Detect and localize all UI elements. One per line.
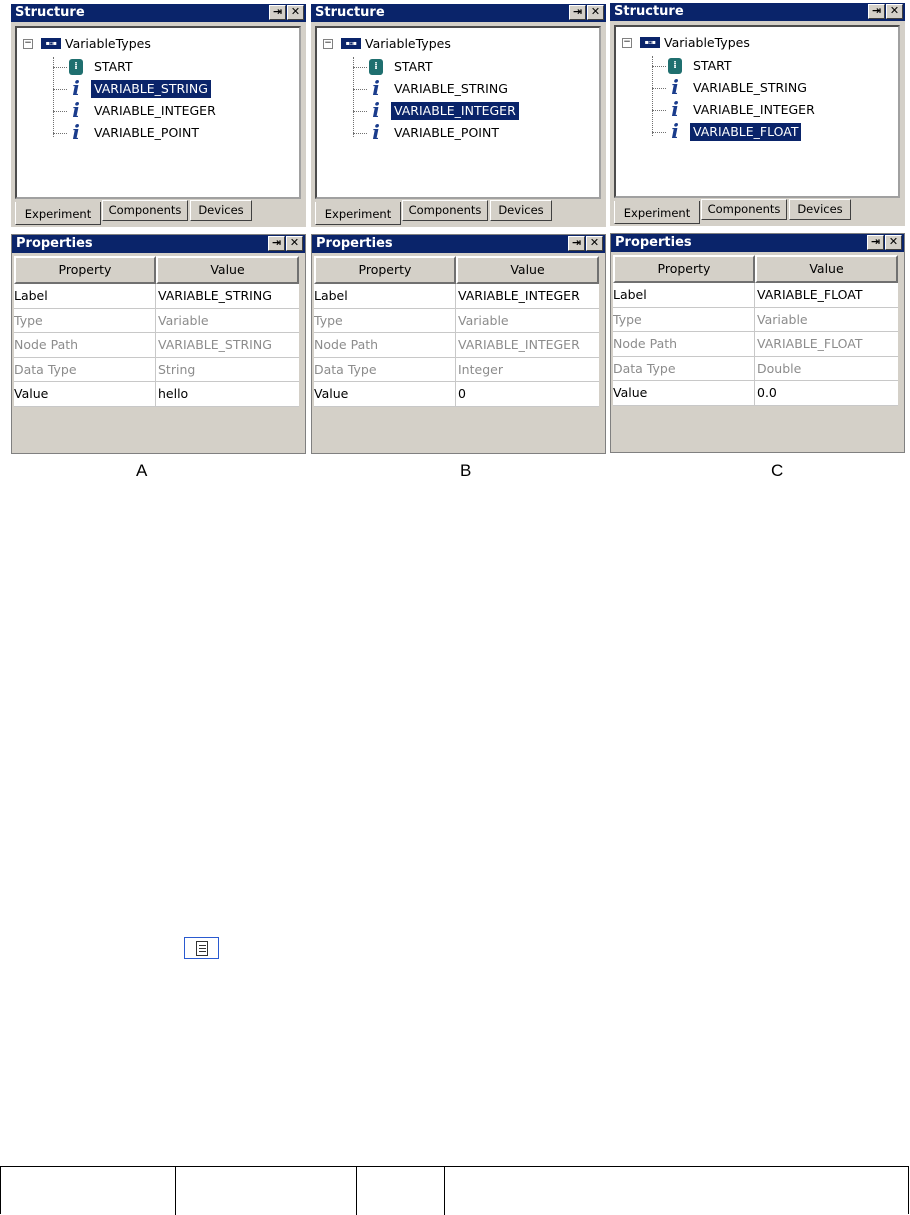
property-value[interactable]: VARIABLE_INTEGER bbox=[458, 288, 580, 303]
root-node-icon: ▪▫▪ bbox=[41, 38, 61, 49]
properties-grid bbox=[14, 256, 299, 407]
property-row bbox=[14, 309, 299, 334]
caption-b: B bbox=[460, 461, 472, 480]
start-icon: ⁞ bbox=[69, 59, 83, 75]
tree-root-label: VariableTypes bbox=[365, 36, 451, 51]
pin-icon[interactable]: ⇥ bbox=[568, 236, 585, 251]
tab-components[interactable]: Components bbox=[402, 200, 488, 221]
close-icon[interactable]: ✕ bbox=[886, 4, 903, 19]
pin-icon[interactable]: ⇥ bbox=[868, 4, 885, 19]
structure-title: Structure bbox=[614, 4, 684, 19]
tab-components[interactable]: Components bbox=[701, 199, 787, 220]
tree-connector bbox=[353, 57, 354, 137]
property-key: Label bbox=[613, 283, 755, 307]
pin-icon[interactable]: ⇥ bbox=[268, 236, 285, 251]
close-icon[interactable]: ✕ bbox=[586, 236, 603, 251]
property-key: Type bbox=[14, 309, 156, 333]
collapse-icon[interactable]: − bbox=[324, 38, 332, 48]
column-header-value[interactable]: Value bbox=[755, 255, 898, 283]
property-key: Type bbox=[314, 309, 456, 333]
property-value[interactable]: VARIABLE_STRING bbox=[158, 288, 272, 303]
bottom-table bbox=[0, 1166, 909, 1214]
column-header-property[interactable]: Property bbox=[613, 255, 755, 283]
structure-tree bbox=[315, 26, 601, 199]
properties-grid bbox=[314, 256, 599, 407]
close-icon[interactable]: ✕ bbox=[286, 236, 303, 251]
screenshot-b bbox=[311, 0, 606, 454]
property-value[interactable]: VARIABLE_FLOAT bbox=[757, 287, 863, 302]
tab-experiment[interactable]: Experiment bbox=[614, 201, 700, 224]
property-row bbox=[613, 332, 898, 357]
column-header-property[interactable]: Property bbox=[14, 256, 156, 284]
structure-title: Structure bbox=[315, 5, 385, 20]
structure-panel bbox=[11, 4, 306, 227]
structure-tree bbox=[15, 26, 301, 199]
properties-grid bbox=[613, 255, 898, 406]
property-key: Node Path bbox=[14, 333, 156, 357]
property-key: Data Type bbox=[613, 357, 755, 381]
variable-icon: i bbox=[72, 76, 80, 100]
property-row[interactable] bbox=[613, 283, 898, 308]
property-key: Value bbox=[613, 381, 755, 405]
table-column-divider bbox=[356, 1167, 357, 1215]
close-icon[interactable]: ✕ bbox=[287, 5, 304, 20]
tree-item-label: VARIABLE_INTEGER bbox=[693, 102, 815, 117]
tree-item-label-selected: VARIABLE_FLOAT bbox=[690, 123, 801, 141]
property-row bbox=[314, 309, 599, 334]
property-row[interactable] bbox=[14, 382, 299, 407]
property-key: Data Type bbox=[314, 358, 456, 382]
properties-titlebar bbox=[312, 235, 605, 253]
property-value: VARIABLE_INTEGER bbox=[458, 337, 580, 353]
tree-item-label: START bbox=[394, 59, 433, 74]
structure-title: Structure bbox=[15, 5, 85, 20]
variable-icon: i bbox=[72, 120, 80, 144]
structure-titlebar bbox=[311, 4, 606, 22]
property-row bbox=[314, 358, 599, 383]
property-key: Value bbox=[314, 382, 456, 406]
properties-panel bbox=[311, 234, 606, 454]
grid-header bbox=[613, 255, 898, 283]
structure-titlebar bbox=[11, 4, 306, 22]
tree-item-label: VARIABLE_POINT bbox=[94, 125, 199, 140]
tree-item-label-selected: VARIABLE_INTEGER bbox=[391, 102, 519, 120]
collapse-icon[interactable]: − bbox=[623, 37, 631, 47]
tab-experiment[interactable]: Experiment bbox=[15, 202, 101, 225]
tab-devices[interactable]: Devices bbox=[190, 200, 252, 221]
property-value[interactable]: hello bbox=[158, 386, 189, 402]
variable-icon: i bbox=[671, 75, 679, 99]
tree-connector bbox=[652, 56, 653, 136]
column-header-value[interactable]: Value bbox=[456, 256, 599, 284]
tree-root-label: VariableTypes bbox=[65, 36, 151, 51]
property-value[interactable]: 0 bbox=[458, 386, 466, 402]
property-row[interactable] bbox=[613, 381, 898, 406]
table-column-divider bbox=[444, 1167, 445, 1215]
property-key: Label bbox=[314, 284, 456, 308]
table-column-divider bbox=[175, 1167, 176, 1215]
property-value: Variable bbox=[158, 312, 209, 328]
variable-icon: i bbox=[372, 76, 380, 100]
property-key: Node Path bbox=[314, 333, 456, 357]
caption-c: C bbox=[771, 461, 784, 480]
variable-icon: i bbox=[671, 97, 679, 121]
close-icon[interactable]: ✕ bbox=[885, 235, 902, 250]
tab-devices[interactable]: Devices bbox=[789, 199, 851, 220]
property-value: Integer bbox=[458, 361, 503, 377]
tree-item-label: VARIABLE_POINT bbox=[394, 125, 499, 140]
tab-components[interactable]: Components bbox=[102, 200, 188, 221]
property-row[interactable] bbox=[314, 284, 599, 309]
properties-titlebar bbox=[12, 235, 305, 253]
column-header-property[interactable]: Property bbox=[314, 256, 456, 284]
grid-header bbox=[314, 256, 599, 284]
tree-item-label-selected: VARIABLE_STRING bbox=[91, 80, 211, 98]
tree-root-label: VariableTypes bbox=[664, 35, 750, 50]
property-row[interactable] bbox=[314, 382, 599, 407]
property-value: VARIABLE_STRING bbox=[158, 337, 272, 353]
property-row bbox=[14, 358, 299, 383]
property-row bbox=[314, 333, 599, 358]
variable-icon: i bbox=[72, 98, 80, 122]
tree-item-label: VARIABLE_STRING bbox=[394, 81, 508, 96]
caption-a: A bbox=[136, 461, 148, 480]
property-key: Node Path bbox=[613, 332, 755, 356]
start-icon: ⁞ bbox=[668, 58, 682, 74]
pin-icon[interactable]: ⇥ bbox=[569, 5, 586, 20]
property-value: Variable bbox=[757, 311, 808, 327]
variable-icon: i bbox=[671, 119, 679, 143]
screenshot-c bbox=[610, 0, 905, 454]
properties-title: Properties bbox=[16, 236, 93, 251]
tree-item-label: START bbox=[693, 58, 732, 73]
property-key: Data Type bbox=[14, 358, 156, 382]
screenshot-a bbox=[11, 0, 306, 454]
property-value: Variable bbox=[458, 312, 509, 328]
property-row bbox=[613, 357, 898, 382]
structure-titlebar bbox=[610, 3, 905, 21]
root-node-icon: ▪▫▪ bbox=[640, 37, 660, 48]
property-value[interactable]: 0.0 bbox=[757, 385, 777, 401]
variable-icon: i bbox=[372, 120, 380, 144]
structure-panel bbox=[311, 4, 606, 227]
tab-experiment[interactable]: Experiment bbox=[315, 202, 401, 225]
column-header-value[interactable]: Value bbox=[156, 256, 299, 284]
properties-title: Properties bbox=[316, 236, 393, 251]
property-row bbox=[14, 333, 299, 358]
tree-item-label: VARIABLE_STRING bbox=[693, 80, 807, 95]
properties-titlebar bbox=[611, 234, 904, 252]
structure-panel bbox=[610, 3, 905, 226]
variable-icon: i bbox=[372, 98, 380, 122]
property-key: Value bbox=[14, 382, 156, 406]
grid-header bbox=[14, 256, 299, 284]
note-icon[interactable] bbox=[184, 937, 219, 959]
property-key: Type bbox=[613, 308, 755, 332]
collapse-icon[interactable]: − bbox=[24, 38, 32, 48]
tree-item-label: START bbox=[94, 59, 133, 74]
pin-icon[interactable]: ⇥ bbox=[867, 235, 884, 250]
property-row[interactable] bbox=[14, 284, 299, 309]
property-key: Label bbox=[14, 284, 156, 308]
start-icon: ⁞ bbox=[369, 59, 383, 75]
pin-icon[interactable]: ⇥ bbox=[269, 5, 286, 20]
property-value: Double bbox=[757, 360, 802, 376]
tab-devices[interactable]: Devices bbox=[490, 200, 552, 221]
tree-item-label: VARIABLE_INTEGER bbox=[94, 103, 216, 118]
properties-title: Properties bbox=[615, 235, 692, 250]
close-icon[interactable]: ✕ bbox=[587, 5, 604, 20]
properties-panel bbox=[11, 234, 306, 454]
properties-panel bbox=[610, 233, 905, 453]
root-node-icon: ▪▫▪ bbox=[341, 38, 361, 49]
tree-connector bbox=[53, 57, 54, 137]
property-row bbox=[613, 308, 898, 333]
property-value: String bbox=[158, 361, 196, 377]
property-value: VARIABLE_FLOAT bbox=[757, 336, 863, 352]
structure-tree bbox=[614, 25, 900, 198]
